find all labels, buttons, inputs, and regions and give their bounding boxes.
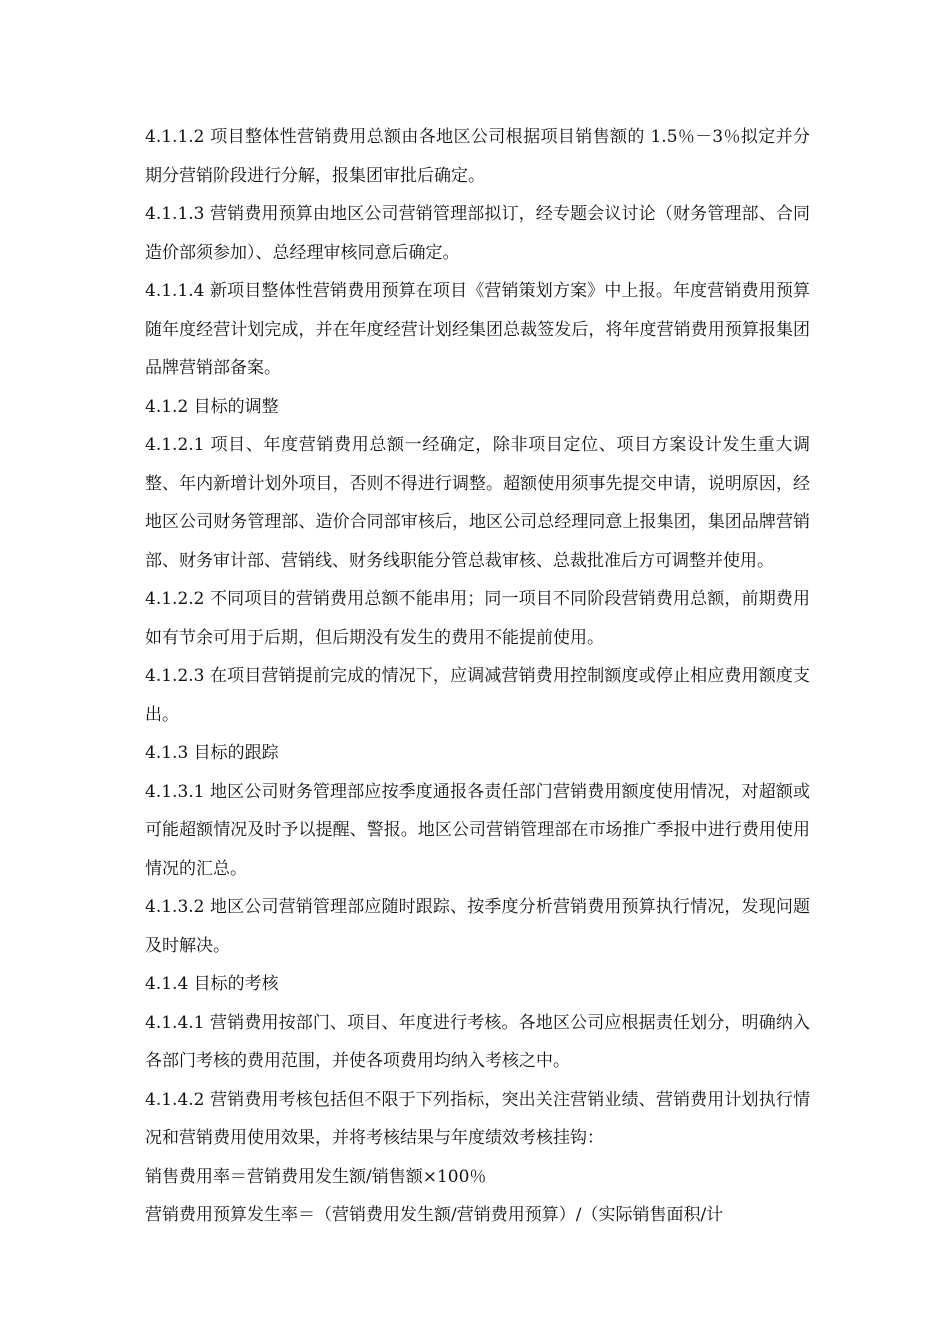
- paragraph-4-1-4-1: 4.1.4.1 营销费用按部门、项目、年度进行考核。各地区公司应根据责任划分，明确纳入各部门考核的费用范围，并使各项费用均纳入考核之中。: [145, 1012, 810, 1071]
- paragraph-4-1-2-1: 4.1.2.1 项目、年度营销费用总额一经确定，除非项目定位、项目方案设计发生重大调整、年内新增计划外项目，否则不得进行调整。超额使用须事先提交申请，说明原因，经地区公司财务管理部、造价合同部审核后，地区公司总经理同意上报集团，集团品牌营销部、财务审计部、营销线、财务线职能分管总裁审核、总裁批准后方可调整并使用。: [145, 435, 810, 571]
- document-body: [145, 118, 810, 1235]
- paragraph-4-1-1-3: 4.1.1.3 营销费用预算由地区公司营销管理部拟订，经专题会议讨论（财务管理部、合同造价部须参加）、总经理审核同意后确定。: [145, 204, 810, 263]
- section-heading-4-1-3: 4.1.3 目标的跟踪: [145, 743, 279, 763]
- section-heading-4-1-2: 4.1.2 目标的调整: [145, 396, 279, 417]
- section-heading-4-1-4: 4.1.4 目标的考核: [145, 974, 279, 994]
- paragraph-4-1-3-2: 4.1.3.2 地区公司营销管理部应随时跟踪、按季度分析营销费用预算执行情况，发现问题及时解决。: [145, 897, 810, 956]
- formula-budget-occurrence-rate: 营销费用预算发生率＝（营销费用发生额/营销费用预算）/（实际销售面积/计: [145, 1205, 724, 1225]
- paragraph-4-1-2-2: 4.1.2.2 不同项目的营销费用总额不能串用；同一项目不同阶段营销费用总额，前期费用如有节余可用于后期，但后期没有发生的费用不能提前使用。: [145, 589, 810, 648]
- formula-sales-expense-rate: 销售费用率＝营销费用发生额/销售额×100％: [145, 1166, 487, 1187]
- paragraph-4-1-4-2: 4.1.4.2 营销费用考核包括但不限于下列指标，突出关注营销业绩、营销费用计划执行情况和营销费用使用效果，并将考核结果与年度绩效考核挂钩：: [145, 1089, 810, 1148]
- paragraph-4-1-1-2: 4.1.1.2 项目整体性营销费用总额由各地区公司根据项目销售额的 1.5％－3％拟定并分期分营销阶段进行分解，报集团审批后确定。: [145, 127, 810, 186]
- paragraph-4-1-1-4: 4.1.1.4 新项目整体性营销费用预算在项目《营销策划方案》中上报。年度营销费用预算随年度经营计划完成，并在年度经营计划经集团总裁签发后，将年度营销费用预算报集团品牌营销部备案。: [145, 281, 810, 378]
- paragraph-4-1-2-3: 4.1.2.3 在项目营销提前完成的情况下，应调减营销费用控制额度或停止相应费用额度支出。: [145, 666, 810, 725]
- paragraph-4-1-3-1: 4.1.3.1 地区公司财务管理部应按季度通报各责任部门营销费用额度使用情况，对超额或可能超额情况及时予以提醒、警报。地区公司营销管理部在市场推广季报中进行费用使用情况的汇总。: [145, 781, 810, 879]
